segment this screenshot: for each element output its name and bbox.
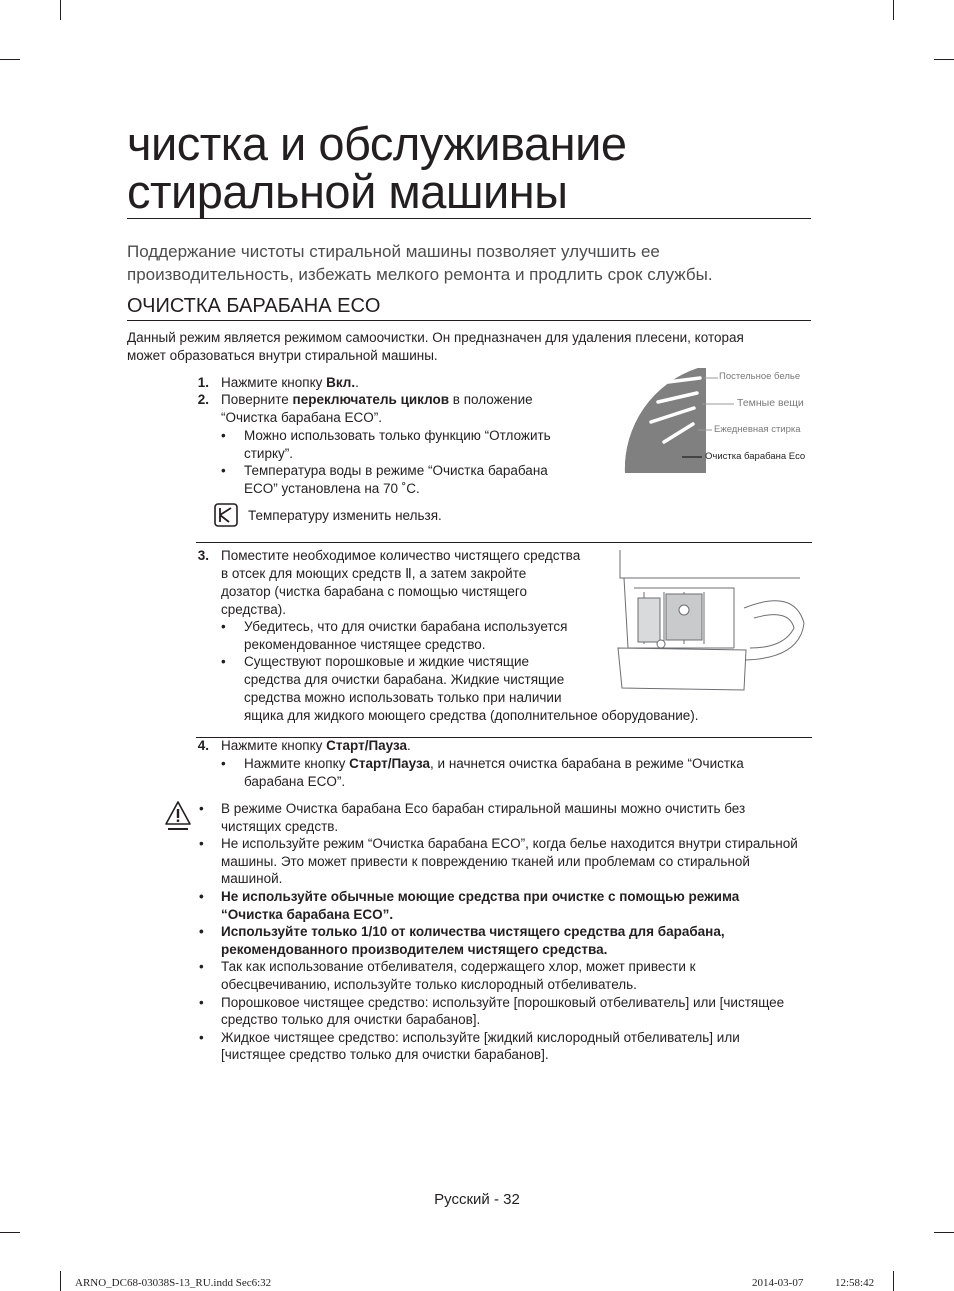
note-text: Температуру изменить нельзя.: [248, 508, 442, 523]
bullet-line: средства для очистки барабана. Жидкие чистящие: [244, 672, 565, 687]
section-description: [127, 329, 807, 365]
warning-item: • Так как использование отбеливателя, содержащего хлор, может привести к обесцвечиванию, используйте только кислородный отбеливатель.: [221, 958, 801, 993]
intro-line2: производительность, избежать мелкого ремонта и продлить срок службы.: [127, 265, 713, 284]
desc-line2: может образоваться внутри стиральной машины.: [127, 348, 438, 363]
warning-item: • Используйте только 1/10 от количества чистящего средства для барабана, рекомендованного производителем чистящего средства.: [221, 923, 801, 958]
print-time: 12:58:42: [835, 1277, 875, 1289]
bullet-line: ящика для жидкого моющего средства (дополнительное оборудование).: [244, 708, 699, 723]
intro-paragraph: [127, 240, 817, 286]
caution-icon: [164, 800, 192, 834]
step-text-post: в положение: [449, 392, 533, 407]
crop-mark: [0, 59, 20, 60]
bullet-item: [244, 462, 594, 498]
crop-mark: [60, 0, 61, 20]
divider: [196, 542, 812, 543]
step-text-pre: Нажмите кнопку: [221, 375, 327, 390]
bullet-line: • Существуют порошковые и жидкие чистящие: [244, 654, 530, 669]
step-text-bold: переключатель циклов: [292, 392, 450, 407]
step-text-bold: Вкл.: [326, 375, 356, 390]
step-text-line: средства).: [221, 602, 287, 617]
bullet-line: • Убедитесь, что для очистки барабана используется: [244, 619, 568, 634]
page-title: [127, 117, 827, 218]
bullet-item: [244, 755, 804, 791]
title-rule: [127, 218, 811, 219]
crop-mark: [0, 1232, 20, 1233]
step-text-line: Поместите необходимое количество чистящего средства: [221, 548, 581, 563]
step-text: [221, 737, 411, 755]
crop-mark: [893, 0, 894, 20]
warning-item: • Жидкое чистящее средство: используйте [жидкий кислородный отбеливатель] или [чистящее средство только для очистки барабанов].: [221, 1029, 801, 1064]
warning-list: [221, 800, 801, 1064]
detergent-drawer-illustration: [614, 548, 812, 694]
step-text: [221, 391, 601, 427]
step-text-line2: “Очистка барабана ECO”.: [221, 410, 383, 425]
step-number: 3.: [197, 548, 209, 563]
step-text-post: .: [355, 375, 359, 390]
step-text: [221, 374, 359, 392]
warning-item: • Не используйте режим “Очистка барабана ECO”, когда белье находится внутри стиральной машины. Это может привести к повреждению тканей или проблемам со стиральной машиной.: [221, 835, 801, 888]
dial-label-selected: Очистка барабана Eco: [705, 451, 806, 462]
crop-mark: [934, 59, 954, 60]
bullet-line: • Температура воды в режиме “Очистка барабана: [244, 463, 548, 478]
step-number: 2.: [197, 392, 209, 407]
crop-mark: [893, 1271, 894, 1291]
dial-label: Постельное белье: [719, 371, 801, 382]
page-title-line2: стиральной машины: [127, 165, 568, 218]
bullet-line: средства можно использовать только при наличии: [244, 690, 562, 705]
dial-label: Темные вещи: [737, 397, 804, 409]
section-rule: [127, 320, 811, 321]
step-text-post: .: [407, 738, 411, 753]
bullet-text-post: , и начнется очистка барабана в режиме “Очистка: [430, 756, 744, 771]
bullet-text-bold: Старт/Пауза: [349, 756, 431, 771]
note-icon: [214, 503, 238, 527]
file-slug: ARNO_DC68-03038S-13_RU.indd Sec6:32: [75, 1277, 272, 1289]
bullet-item: [244, 618, 614, 654]
dial-label: Ежедневная стирка: [714, 424, 801, 435]
page-number: Русский - 32: [434, 1191, 520, 1208]
warning-item: • Порошковое чистящее средство: используйте [порошковый отбеливатель] или [чистящее средство только для очистки барабанов].: [221, 994, 801, 1029]
section-heading: ОЧИСТКА БАРАБАНА ECO: [127, 295, 381, 317]
bullet-text-pre: Нажмите кнопку: [244, 756, 350, 771]
step-text-line: дозатор (чистка барабана с помощью чистящего: [221, 584, 528, 599]
warning-item: • Не используйте обычные моющие средства при очистке с помощью режима “Очистка барабана ECO”.: [221, 888, 801, 923]
desc-line1: Данный режим является режимом самоочистки. Он предназначен для удаления плесени, которая: [127, 330, 744, 345]
bullet-line: ECO” установлена на 70 ˚C.: [244, 481, 420, 496]
bullet-item: [244, 427, 594, 463]
print-date: 2014-03-07: [752, 1277, 804, 1289]
step-number: 4.: [197, 738, 209, 753]
step-text-bold: Старт/Пауза: [326, 738, 408, 753]
crop-mark: [60, 1271, 61, 1291]
step-text-pre: Нажмите кнопку: [221, 738, 327, 753]
bullet-line: стирку”.: [244, 446, 294, 461]
step-number: 1.: [197, 375, 209, 390]
intro-line1: Поддержание чистоты стиральной машины позволяет улучшить ее: [127, 242, 660, 261]
step-text-line: в отсек для моющих средств Ⅱ, а затем закройте: [221, 566, 527, 581]
cycle-dial-illustration: [620, 362, 810, 482]
warning-item: • В режиме Очистка барабана Eco барабан стиральной машины можно очистить без чистящих средств.: [221, 800, 801, 835]
bullet-line: • Можно использовать только функцию “Отложить: [244, 428, 551, 443]
bullet-line: рекомендованное чистящее средство.: [244, 637, 486, 652]
crop-mark: [934, 1232, 954, 1233]
step-text: [221, 547, 611, 619]
bullet-line: барабана ECO”.: [244, 774, 346, 789]
page-title-line1: чистка и обслуживание: [127, 117, 627, 170]
step-text-pre: Поверните: [221, 392, 293, 407]
